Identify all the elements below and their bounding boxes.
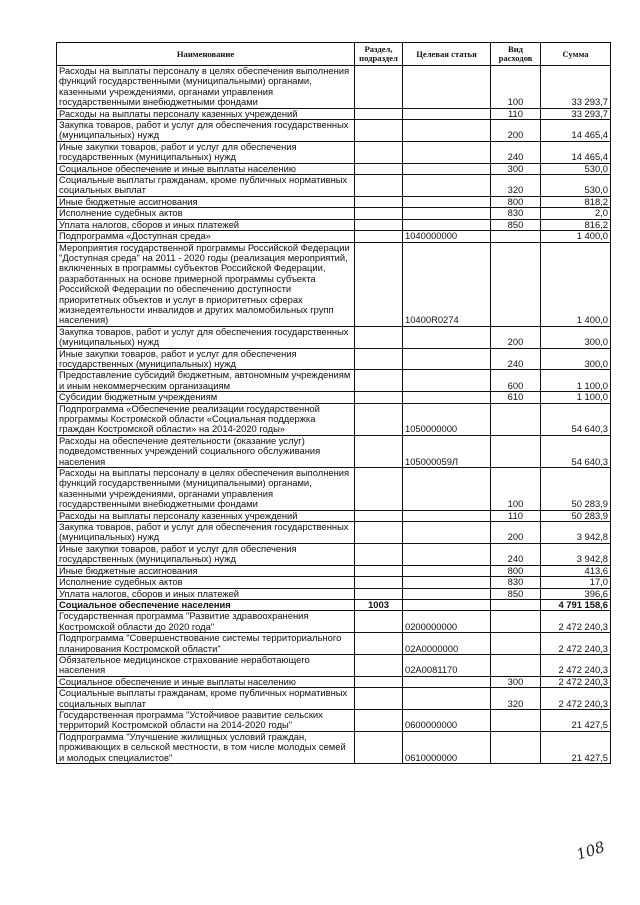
row-sum-cell: 14 465,4 (541, 120, 611, 142)
row-sum-cell: 2 472 240,3 (541, 676, 611, 687)
row-article-cell: 10400R0274 (403, 242, 491, 326)
row-type-cell (491, 611, 541, 633)
table-row (57, 633, 611, 655)
row-article-cell (403, 108, 491, 119)
row-sum-cell: 54 640,3 (541, 435, 611, 467)
row-name-cell: Социальное обеспечение и иные выплаты населению (57, 676, 355, 687)
row-sum-cell: 3 942,8 (541, 543, 611, 565)
row-type-cell: 200 (491, 522, 541, 544)
row-sum-cell: 50 283,9 (541, 510, 611, 521)
row-section-cell (355, 543, 403, 565)
row-sum-cell: 530,0 (541, 163, 611, 174)
row-article-cell (403, 219, 491, 230)
row-sum-cell: 2 472 240,3 (541, 654, 611, 676)
row-sum-cell: 21 427,5 (541, 709, 611, 731)
row-type-cell: 200 (491, 120, 541, 142)
row-sum-cell: 33 293,7 (541, 66, 611, 109)
table-row (57, 611, 611, 633)
row-section-cell (355, 577, 403, 588)
row-section-cell (355, 522, 403, 544)
row-name-cell: Государственная программа "Развитие здравоохранения Костромской области до 2020 года" (57, 611, 355, 633)
row-section-cell: 1003 (355, 599, 403, 610)
row-article-cell: 0610000000 (403, 731, 491, 763)
row-sum-cell: 530,0 (541, 175, 611, 197)
row-type-cell (491, 599, 541, 610)
row-section-cell (355, 392, 403, 403)
table-row (57, 120, 611, 142)
row-sum-cell: 1 100,0 (541, 392, 611, 403)
row-article-cell (403, 392, 491, 403)
row-section-cell (355, 370, 403, 392)
table-row (57, 163, 611, 174)
table-header-row (57, 43, 611, 66)
row-name-cell: Социальные выплаты гражданам, кроме публичных нормативных социальных выплат (57, 175, 355, 197)
row-article-cell (403, 688, 491, 710)
row-name-cell: Исполнение судебных актов (57, 577, 355, 588)
row-article-cell (403, 208, 491, 219)
row-article-cell (403, 163, 491, 174)
row-article-cell: 0200000000 (403, 611, 491, 633)
row-name-cell: Расходы на выплаты персоналу в целях обеспечения выполнения функций государственными (муниципальными) органами, казенными учреждениями, органами управления государственными внебюджетными фондами (57, 468, 355, 511)
table-row (57, 688, 611, 710)
table-row (57, 66, 611, 109)
row-sum-cell: 1 100,0 (541, 370, 611, 392)
row-name-cell: Предоставление субсидий бюджетным, автономным учреждениям и иным некоммерческим организациям (57, 370, 355, 392)
row-type-cell: 800 (491, 196, 541, 207)
row-sum-cell: 50 283,9 (541, 468, 611, 511)
row-name-cell: Иные закупки товаров, работ и услуг для обеспечения государственных (муниципальных) нужд (57, 141, 355, 163)
page-number: 108 (574, 837, 607, 864)
row-section-cell (355, 403, 403, 435)
row-article-cell: 105000059Л (403, 435, 491, 467)
row-section-cell (355, 196, 403, 207)
row-name-cell: Иные закупки товаров, работ и услуг для обеспечения государственных (муниципальных) нужд (57, 348, 355, 370)
row-name-cell: Уплата налогов, сборов и иных платежей (57, 219, 355, 230)
row-section-cell (355, 163, 403, 174)
row-article-cell (403, 565, 491, 576)
table-row (57, 219, 611, 230)
row-article-cell (403, 510, 491, 521)
row-article-cell (403, 599, 491, 610)
row-sum-cell: 14 465,4 (541, 141, 611, 163)
row-article-cell (403, 522, 491, 544)
row-type-cell: 610 (491, 392, 541, 403)
table-row (57, 403, 611, 435)
row-section-cell (355, 175, 403, 197)
row-sum-cell: 4 791 158,6 (541, 599, 611, 610)
row-article-cell (403, 676, 491, 687)
row-sum-cell: 818,2 (541, 196, 611, 207)
row-article-cell: 1040000000 (403, 231, 491, 242)
row-article-cell (403, 588, 491, 599)
row-type-cell (491, 403, 541, 435)
row-type-cell: 240 (491, 141, 541, 163)
row-type-cell: 240 (491, 543, 541, 565)
table-row (57, 510, 611, 521)
table-row (57, 231, 611, 242)
row-sum-cell: 1 400,0 (541, 231, 611, 242)
row-sum-cell: 300,0 (541, 326, 611, 348)
row-section-cell (355, 219, 403, 230)
row-article-cell (403, 577, 491, 588)
row-name-cell: Подпрограмма "Улучшение жилищных условий граждан, проживающих в сельской местности, в том числе молодых семей и молодых специалистов" (57, 731, 355, 763)
row-type-cell: 100 (491, 66, 541, 109)
row-article-cell: 1050000000 (403, 403, 491, 435)
row-sum-cell: 17,0 (541, 577, 611, 588)
row-type-cell: 200 (491, 326, 541, 348)
row-article-cell (403, 370, 491, 392)
row-article-cell: 02А0000000 (403, 633, 491, 655)
table-row (57, 196, 611, 207)
row-type-cell: 300 (491, 163, 541, 174)
row-section-cell (355, 565, 403, 576)
row-type-cell: 240 (491, 348, 541, 370)
row-section-cell (355, 435, 403, 467)
row-type-cell: 830 (491, 208, 541, 219)
table-row (57, 468, 611, 511)
table-row (57, 522, 611, 544)
row-name-cell: Исполнение судебных актов (57, 208, 355, 219)
table-row (57, 370, 611, 392)
row-section-cell (355, 120, 403, 142)
row-section-cell (355, 731, 403, 763)
table-row (57, 208, 611, 219)
budget-table (56, 42, 611, 764)
row-type-cell: 320 (491, 175, 541, 197)
row-type-cell (491, 242, 541, 326)
table-row (57, 543, 611, 565)
row-name-cell: Расходы на выплаты персоналу в целях обеспечения выполнения функций государственными (муниципальными) органами, казенными учреждениями, органами управления государственными внебюджетными фондами (57, 66, 355, 109)
row-section-cell (355, 611, 403, 633)
table-row (57, 577, 611, 588)
row-sum-cell: 300,0 (541, 348, 611, 370)
row-name-cell: Расходы на обеспечение деятельности (оказание услуг) подведомственных учреждений социального обслуживания населения (57, 435, 355, 467)
row-article-cell (403, 468, 491, 511)
row-article-cell: 02А0081170 (403, 654, 491, 676)
row-type-cell: 320 (491, 688, 541, 710)
row-section-cell (355, 348, 403, 370)
row-name-cell: Подпрограмма «Обеспечение реализации государственной программы Костромской области «Социальная поддержка граждан Костромской области» на 2014-2020 годы» (57, 403, 355, 435)
row-article-cell (403, 66, 491, 109)
row-sum-cell: 396,6 (541, 588, 611, 599)
row-name-cell: Государственная программа "Устойчивое развитие сельских территорий Костромской области на 2014-2020 годы" (57, 709, 355, 731)
row-article-cell (403, 175, 491, 197)
row-article-cell (403, 543, 491, 565)
row-name-cell: Мероприятия государственной программы Российской Федерации "Доступная среда" на 2011 - 2020 годы (реализация мероприятий, включенных в программы субъектов Российской Федерации, разработанных на основе примерной программы субъекта Российской Федерации по обеспечению доступности приоритетных объектов и услуг в приоритетных сферах жизнедеятельности инвалидов и других маломобильных групп населения) (57, 242, 355, 326)
header-name: Наименование (57, 43, 355, 66)
row-name-cell: Расходы на выплаты персоналу казенных учреждений (57, 108, 355, 119)
row-name-cell: Иные закупки товаров, работ и услуг для обеспечения государственных (муниципальных) нужд (57, 543, 355, 565)
row-section-cell (355, 468, 403, 511)
row-section-cell (355, 108, 403, 119)
row-name-cell: Социальное обеспечение населения (57, 599, 355, 610)
row-sum-cell: 33 293,7 (541, 108, 611, 119)
row-section-cell (355, 141, 403, 163)
row-section-cell (355, 208, 403, 219)
row-section-cell (355, 326, 403, 348)
table-row (57, 141, 611, 163)
row-name-cell: Подпрограмма «Доступная среда» (57, 231, 355, 242)
table-body (57, 66, 611, 764)
row-sum-cell: 2,0 (541, 208, 611, 219)
row-name-cell: Расходы на выплаты персоналу казенных учреждений (57, 510, 355, 521)
table-row (57, 709, 611, 731)
table-row (57, 326, 611, 348)
table-row (57, 676, 611, 687)
row-sum-cell: 2 472 240,3 (541, 611, 611, 633)
row-name-cell: Обязательное медицинское страхование неработающего населения (57, 654, 355, 676)
row-name-cell: Подпрограмма "Совершенствование системы территориального планирования Костромской области" (57, 633, 355, 655)
table-row (57, 435, 611, 467)
row-sum-cell: 3 942,8 (541, 522, 611, 544)
row-section-cell (355, 231, 403, 242)
table-row (57, 654, 611, 676)
table-row (57, 731, 611, 763)
row-article-cell (403, 196, 491, 207)
row-sum-cell: 1 400,0 (541, 242, 611, 326)
row-article-cell (403, 141, 491, 163)
row-section-cell (355, 654, 403, 676)
row-type-cell (491, 231, 541, 242)
row-section-cell (355, 688, 403, 710)
table-row (57, 599, 611, 610)
row-type-cell (491, 731, 541, 763)
row-type-cell: 110 (491, 510, 541, 521)
row-type-cell (491, 633, 541, 655)
row-sum-cell: 54 640,3 (541, 403, 611, 435)
row-name-cell: Социальное обеспечение и иные выплаты населению (57, 163, 355, 174)
row-section-cell (355, 676, 403, 687)
header-section: Раздел, подраздел (355, 43, 403, 66)
row-article-cell (403, 120, 491, 142)
header-article: Целевая статья (403, 43, 491, 66)
row-article-cell: 0600000000 (403, 709, 491, 731)
row-name-cell: Закупка товаров, работ и услуг для обеспечения государственных (муниципальных) нужд (57, 120, 355, 142)
row-name-cell: Уплата налогов, сборов и иных платежей (57, 588, 355, 599)
row-type-cell: 830 (491, 577, 541, 588)
table-row (57, 392, 611, 403)
row-type-cell (491, 435, 541, 467)
row-type-cell: 850 (491, 588, 541, 599)
header-type: Вид расходов (491, 43, 541, 66)
row-section-cell (355, 242, 403, 326)
row-type-cell: 300 (491, 676, 541, 687)
row-type-cell: 110 (491, 108, 541, 119)
table-row (57, 108, 611, 119)
row-name-cell: Субсидии бюджетным учреждениям (57, 392, 355, 403)
row-sum-cell: 2 472 240,3 (541, 688, 611, 710)
row-article-cell (403, 348, 491, 370)
row-sum-cell: 413,6 (541, 565, 611, 576)
header-sum: Сумма (541, 43, 611, 66)
table-row (57, 588, 611, 599)
table-row (57, 175, 611, 197)
row-type-cell: 600 (491, 370, 541, 392)
row-sum-cell: 816,2 (541, 219, 611, 230)
row-name-cell: Иные бюджетные ассигнования (57, 196, 355, 207)
row-section-cell (355, 633, 403, 655)
row-type-cell: 100 (491, 468, 541, 511)
row-type-cell: 850 (491, 219, 541, 230)
row-sum-cell: 2 472 240,3 (541, 633, 611, 655)
table-row (57, 348, 611, 370)
row-name-cell: Закупка товаров, работ и услуг для обеспечения государственных (муниципальных) нужд (57, 326, 355, 348)
row-name-cell: Закупка товаров, работ и услуг для обеспечения государственных (муниципальных) нужд (57, 522, 355, 544)
row-name-cell: Иные бюджетные ассигнования (57, 565, 355, 576)
row-type-cell (491, 654, 541, 676)
row-sum-cell: 21 427,5 (541, 731, 611, 763)
table-row (57, 242, 611, 326)
row-type-cell: 800 (491, 565, 541, 576)
row-section-cell (355, 66, 403, 109)
row-section-cell (355, 510, 403, 521)
row-name-cell: Социальные выплаты гражданам, кроме публичных нормативных социальных выплат (57, 688, 355, 710)
row-type-cell (491, 709, 541, 731)
row-section-cell (355, 588, 403, 599)
table-row (57, 565, 611, 576)
row-section-cell (355, 709, 403, 731)
row-article-cell (403, 326, 491, 348)
